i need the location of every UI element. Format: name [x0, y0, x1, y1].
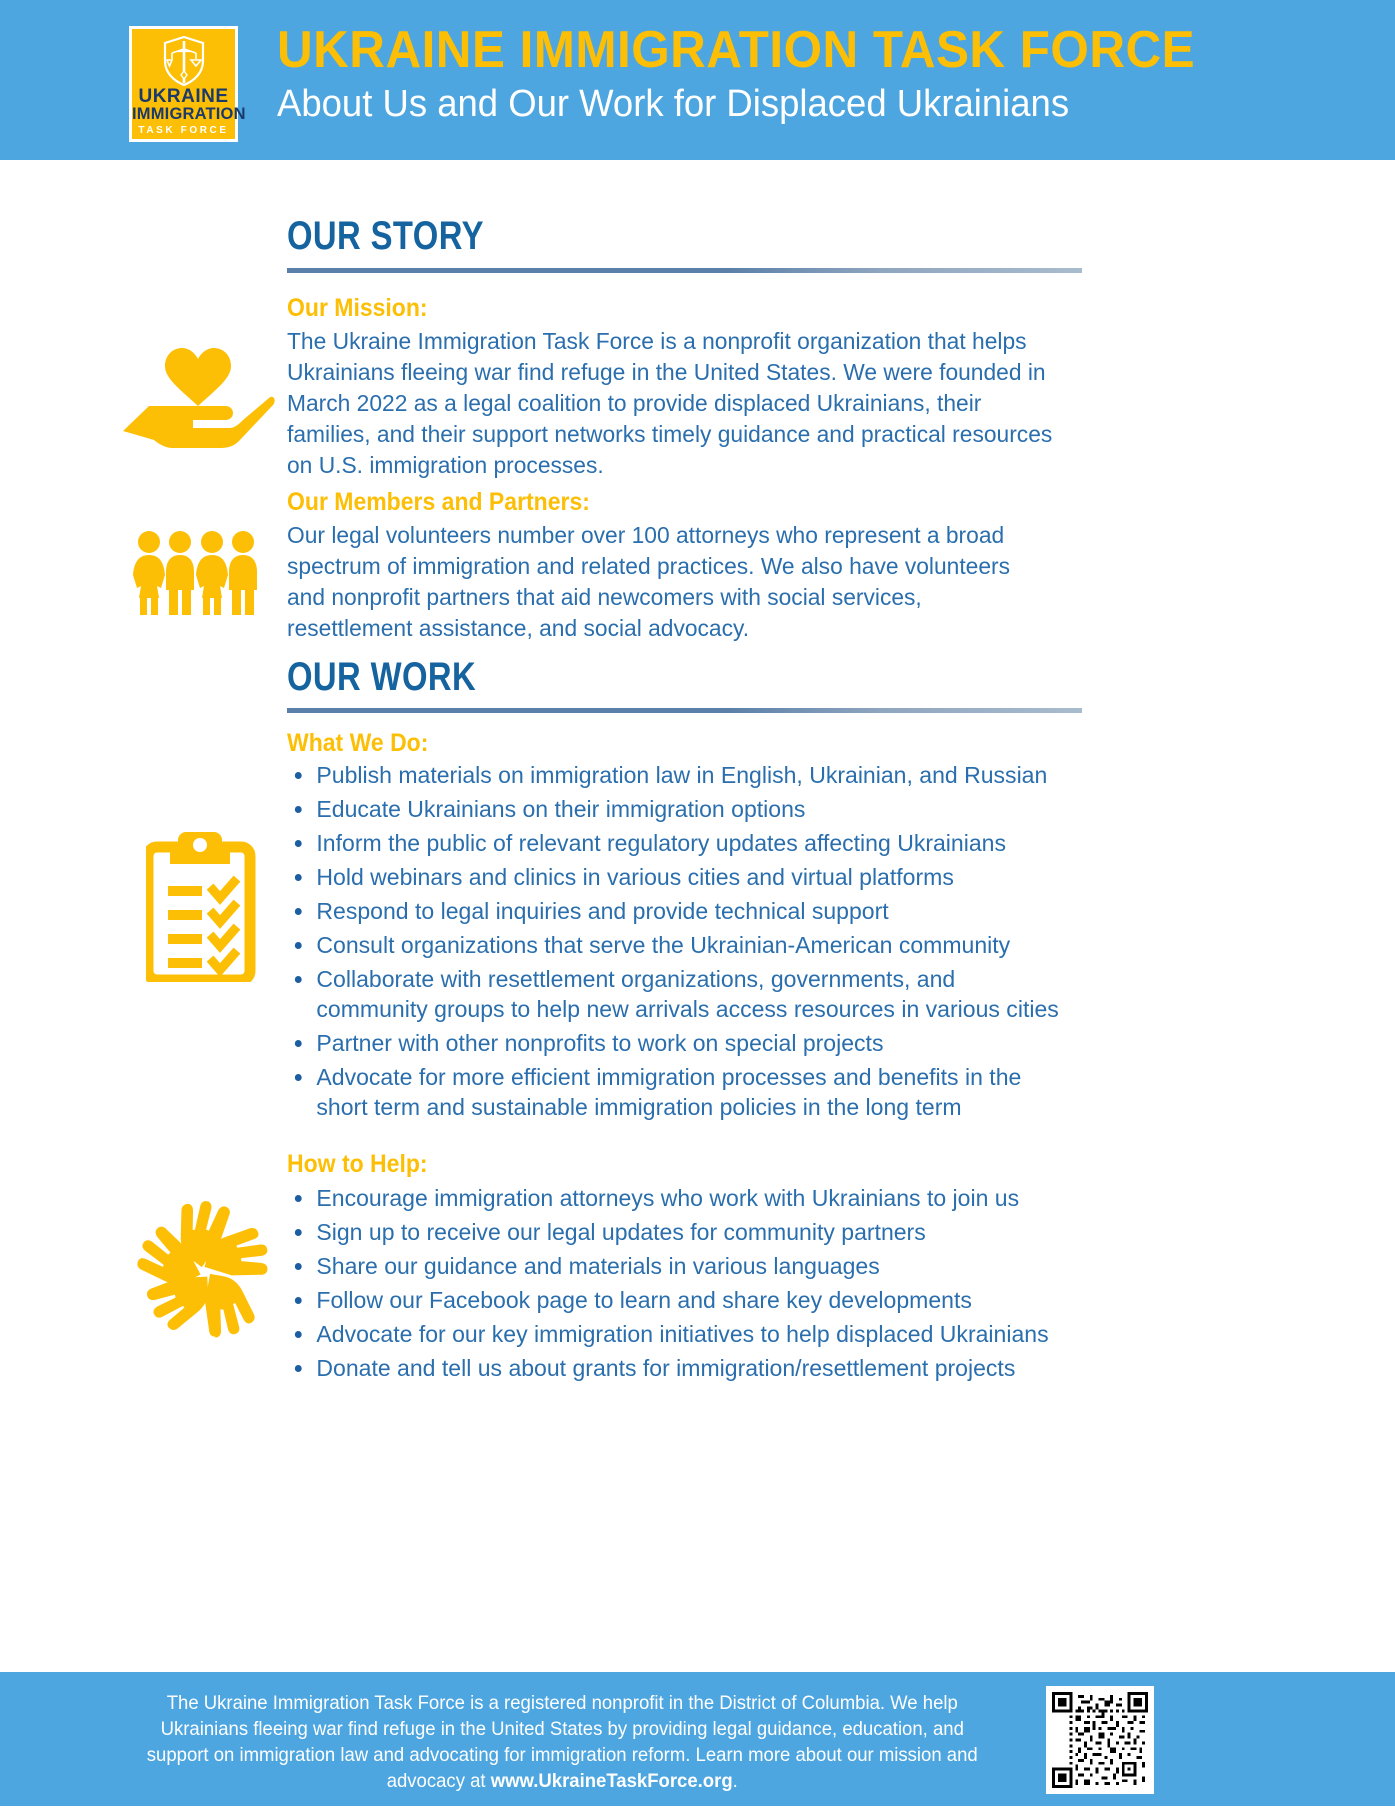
list-item: Share our guidance and materials in various languages: [287, 1251, 1071, 1281]
section-title-our-story: OUR STORY: [287, 214, 484, 258]
logo-line-1: UKRAINE: [138, 86, 229, 107]
page-subtitle: About Us and Our Work for Displaced Ukrainians: [277, 83, 1070, 125]
qr-code-graphic: [1052, 1692, 1148, 1788]
block-heading-how-to-help: How to Help:: [287, 1150, 428, 1178]
list-item: Educate Ukrainians on their immigration options: [287, 794, 1071, 824]
footer-text: [130, 1690, 995, 1794]
footer-website-link[interactable]: www.UkraineTaskForce.org: [490, 1770, 733, 1792]
list-item: Advocate for our key immigration initiatives to help displaced Ukrainians: [287, 1319, 1071, 1349]
list-item: Respond to legal inquiries and provide technical support: [287, 896, 1071, 926]
footer-text-part2: .: [732, 1770, 738, 1792]
list-item: Advocate for more efficient immigration processes and benefits in the short term and sustainable immigration policies in the long term: [287, 1062, 1071, 1122]
list-item: Inform the public of relevant regulatory updates affecting Ukrainians: [287, 828, 1071, 858]
logo-line-3: TASK FORCE: [138, 124, 229, 136]
helping-hands-icon: [135, 1200, 275, 1350]
page-header: [0, 0, 1395, 160]
clipboard-checklist-icon: [146, 830, 266, 987]
list-item: Encourage immigration attorneys who work with Ukrainians to join us: [287, 1183, 1071, 1213]
footer-text-part1: The Ukraine Immigration Task Force is a registered nonprofit in the District of Columbia. We help Ukrainians fleeing war find refuge in the United States by providing legal guidance, education, and support on immigration law and advocating for immigration reform. Learn more about our mission and advocacy at: [146, 1692, 978, 1792]
list-item: Hold webinars and clinics in various cities and virtual platforms: [287, 862, 1071, 892]
block-heading-what-we-do: What We Do:: [287, 729, 429, 757]
page-title: UKRAINE IMMIGRATION TASK FORCE: [277, 21, 1196, 79]
qr-code-icon[interactable]: [1046, 1686, 1154, 1794]
section-divider-our-work: [287, 708, 1082, 713]
bottom-white-strip: [0, 1806, 1395, 1814]
list-item: Sign up to receive our legal updates for community partners: [287, 1217, 1071, 1247]
list-item: Consult organizations that serve the Ukrainian-American community: [287, 930, 1071, 960]
mission-text: The Ukraine Immigration Task Force is a nonprofit organization that helps Ukrainians fleeing war find refuge in the United States. We were founded in March 2022 as a legal coalition to provide displaced Ukrainians, their families, and their support networks timely guidance and practical resources on U.S. immigration processes.: [287, 328, 1053, 478]
group-of-people-icon: [131, 530, 261, 620]
list-item: Follow our Facebook page to learn and share key developments: [287, 1285, 1071, 1315]
organization-logo: [129, 26, 246, 142]
block-heading-mission: Our Mission:: [287, 294, 428, 322]
block-heading-members: Our Members and Partners:: [287, 488, 590, 516]
list-item: Donate and tell us about grants for immigration/resettlement projects: [287, 1353, 1071, 1383]
members-text: Our legal volunteers number over 100 attorneys who represent a broad spectrum of immigration and related practices. We also have volunteers and nonprofit partners that aid newcomers with social services, resettlement assistance, and social advocacy.: [287, 522, 1011, 641]
what-we-do-list: [287, 760, 1087, 1126]
shield-sword-scales-icon: [160, 35, 208, 87]
how-to-help-list: [287, 1183, 1087, 1387]
heart-in-hand-icon: [121, 338, 276, 453]
logo-wordmark: [132, 86, 246, 136]
block-body-members: [287, 520, 1053, 644]
list-item: Partner with other nonprofits to work on special projects: [287, 1028, 1071, 1058]
logo-line-2: IMMIGRATION: [132, 105, 246, 123]
page-footer: [0, 1672, 1395, 1814]
section-title-our-work: OUR WORK: [287, 655, 477, 699]
block-body-mission: [287, 326, 1053, 481]
section-divider-our-story: [287, 268, 1082, 273]
list-item: Collaborate with resettlement organizations, governments, and community groups to help new arrivals access resources in various cities: [287, 964, 1071, 1024]
list-item: Publish materials on immigration law in English, Ukrainian, and Russian: [287, 760, 1071, 790]
